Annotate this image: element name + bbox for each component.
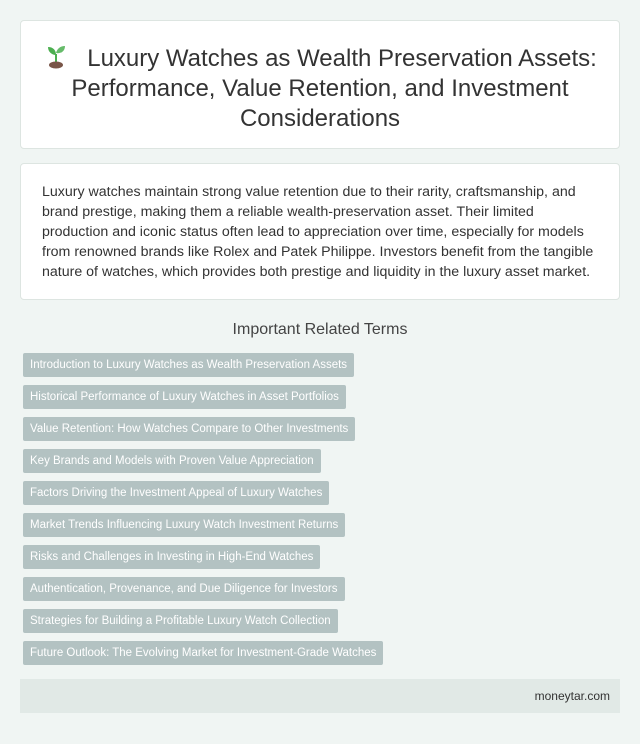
page-title: [41, 43, 599, 134]
list-item: [23, 449, 383, 473]
list-item: [23, 353, 383, 377]
related-terms-heading: Important Related Terms: [232, 321, 408, 338]
list-item: [23, 577, 383, 601]
related-term-tag[interactable]: Historical Performance of Luxury Watches in Asset Portfolios: [23, 385, 346, 409]
related-term-tag[interactable]: Introduction to Luxury Watches as Wealth Preservation Assets: [23, 353, 354, 377]
related-terms-list: [23, 353, 383, 673]
list-item: [23, 417, 383, 441]
related-term-tag[interactable]: Authentication, Provenance, and Due Diligence for Investors: [23, 577, 345, 601]
list-item: [23, 481, 383, 505]
summary-text: Luxury watches maintain strong value retention due to their rarity, craftsmanship, and brand prestige, making them a reliable wealth-preservation asset. Their limited production and iconic status often lead to appreciation over time, especially for models from renowned brands like Rolex and Patek Philippe. Investors benefit from the tangible nature of watches, which provides both prestige and liquidity in the luxury asset market.: [42, 184, 594, 280]
list-item: [23, 385, 383, 409]
related-term-tag[interactable]: Strategies for Building a Profitable Luxury Watch Collection: [23, 609, 338, 633]
footer: [20, 679, 620, 713]
related-term-tag[interactable]: Factors Driving the Investment Appeal of Luxury Watches: [23, 481, 329, 505]
list-item: [23, 545, 383, 569]
related-term-tag[interactable]: Risks and Challenges in Investing in High-End Watches: [23, 545, 320, 569]
title-card: [20, 20, 620, 149]
related-term-tag[interactable]: Market Trends Influencing Luxury Watch Investment Returns: [23, 513, 345, 537]
page-title-text: Luxury Watches as Wealth Preservation Assets: Performance, Value Retention, and Investment Considerations: [71, 45, 597, 132]
list-item: [23, 513, 383, 537]
related-term-tag[interactable]: Future Outlook: The Evolving Market for Investment-Grade Watches: [23, 641, 383, 665]
sprout-icon: [43, 43, 69, 69]
related-term-tag[interactable]: Key Brands and Models with Proven Value Appreciation: [23, 449, 321, 473]
footer-site-link[interactable]: moneytar.com: [534, 689, 610, 703]
summary-card: [20, 163, 620, 300]
list-item: [23, 641, 383, 665]
related-term-tag[interactable]: Value Retention: How Watches Compare to Other Investments: [23, 417, 355, 441]
list-item: [23, 609, 383, 633]
